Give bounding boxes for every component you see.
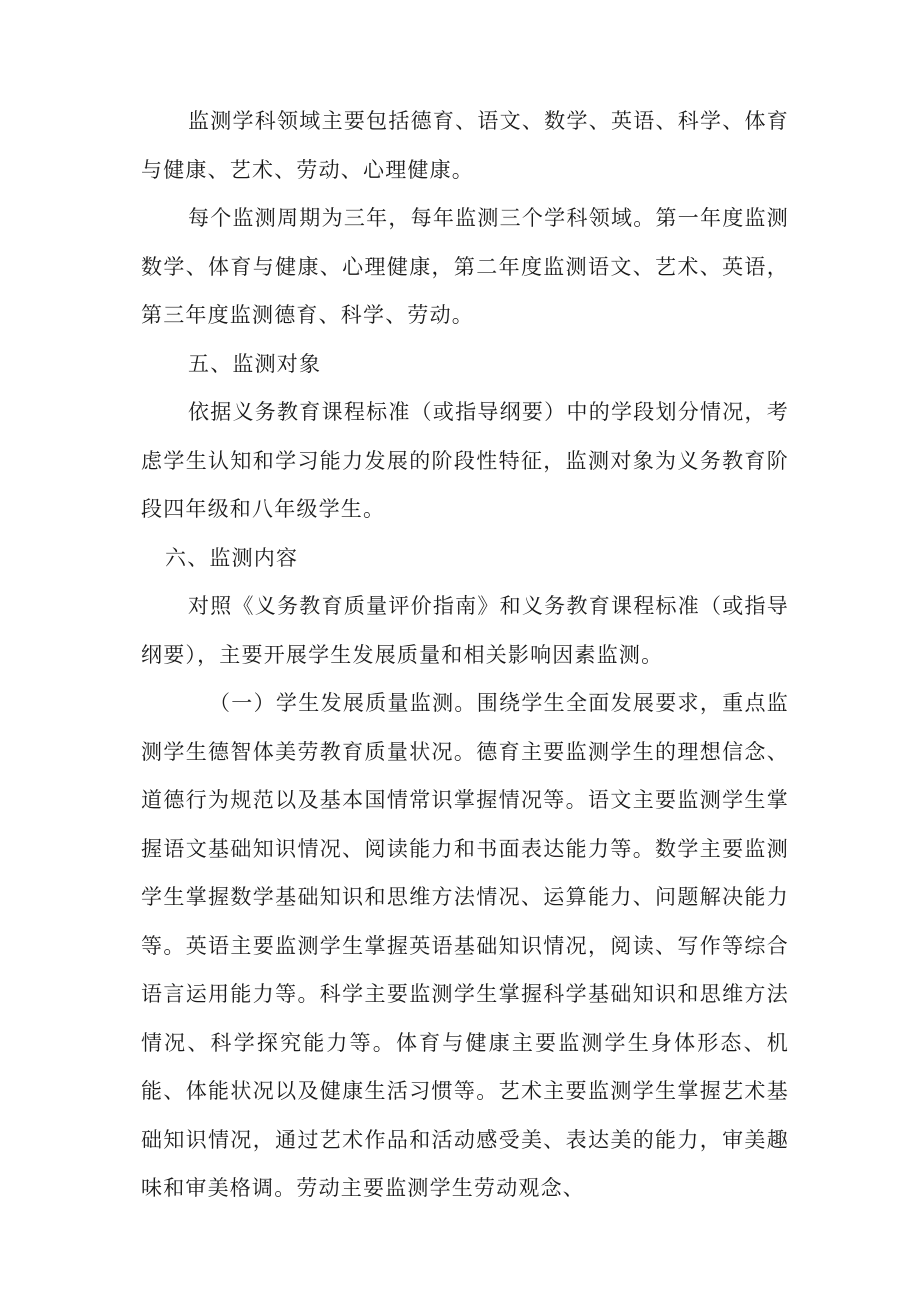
- paragraph-monitoring-targets: 依据义务教育课程标准（或指导纲要）中的学段划分情况，考虑学生认知和学习能力发展的阶段性特征，监测对象为义务教育阶段四年级和八年级学生。: [141, 400, 789, 521]
- section-heading-monitoring-targets: 五、监测对象: [188, 351, 322, 376]
- paragraph-monitoring-cycle: 每个监测周期为三年，每年监测三个学科领域。第一年度监测数学、体育与健康、心理健康，第二年度监测语文、艺术、英语，第三年度监测德育、科学、劳动。: [141, 206, 789, 327]
- section-heading-monitoring-content: 六、监测内容: [165, 545, 299, 570]
- document-body: [141, 97, 789, 1213]
- paragraph-student-development-quality: （一）学生发展质量监测。围绕学生全面发展要求，重点监测学生德智体美劳教育质量状况。德育主要监测学生的理想信念、道德行为规范以及基本国情常识掌握情况等。语文主要监测学生掌握语文基础知识情况、阅读能力和书面表达能力等。数学主要监测学生掌握数学基础知识和思维方法情况、运算能力、问题解决能力等。英语主要监测学生掌握英语基础知识情况，阅读、写作等综合语言运用能力等。科学主要监测学生掌握科学基础知识和思维方法情况、科学探究能力等。体育与健康主要监测学生身体形态、机能、体能状况以及健康生活习惯等。艺术主要监测学生掌握艺术基础知识情况，通过艺术作品和活动感受美、表达美的能力，审美趣味和审美格调。劳动主要监测学生劳动观念、: [141, 691, 789, 1200]
- paragraph-monitoring-content: 对照《义务教育质量评价指南》和义务教育课程标准（或指导纲要），主要开展学生发展质量和相关影响因素监测。: [141, 594, 789, 667]
- paragraph-subject-areas: 监测学科领域主要包括德育、语文、数学、英语、科学、体育与健康、艺术、劳动、心理健康。: [141, 109, 789, 182]
